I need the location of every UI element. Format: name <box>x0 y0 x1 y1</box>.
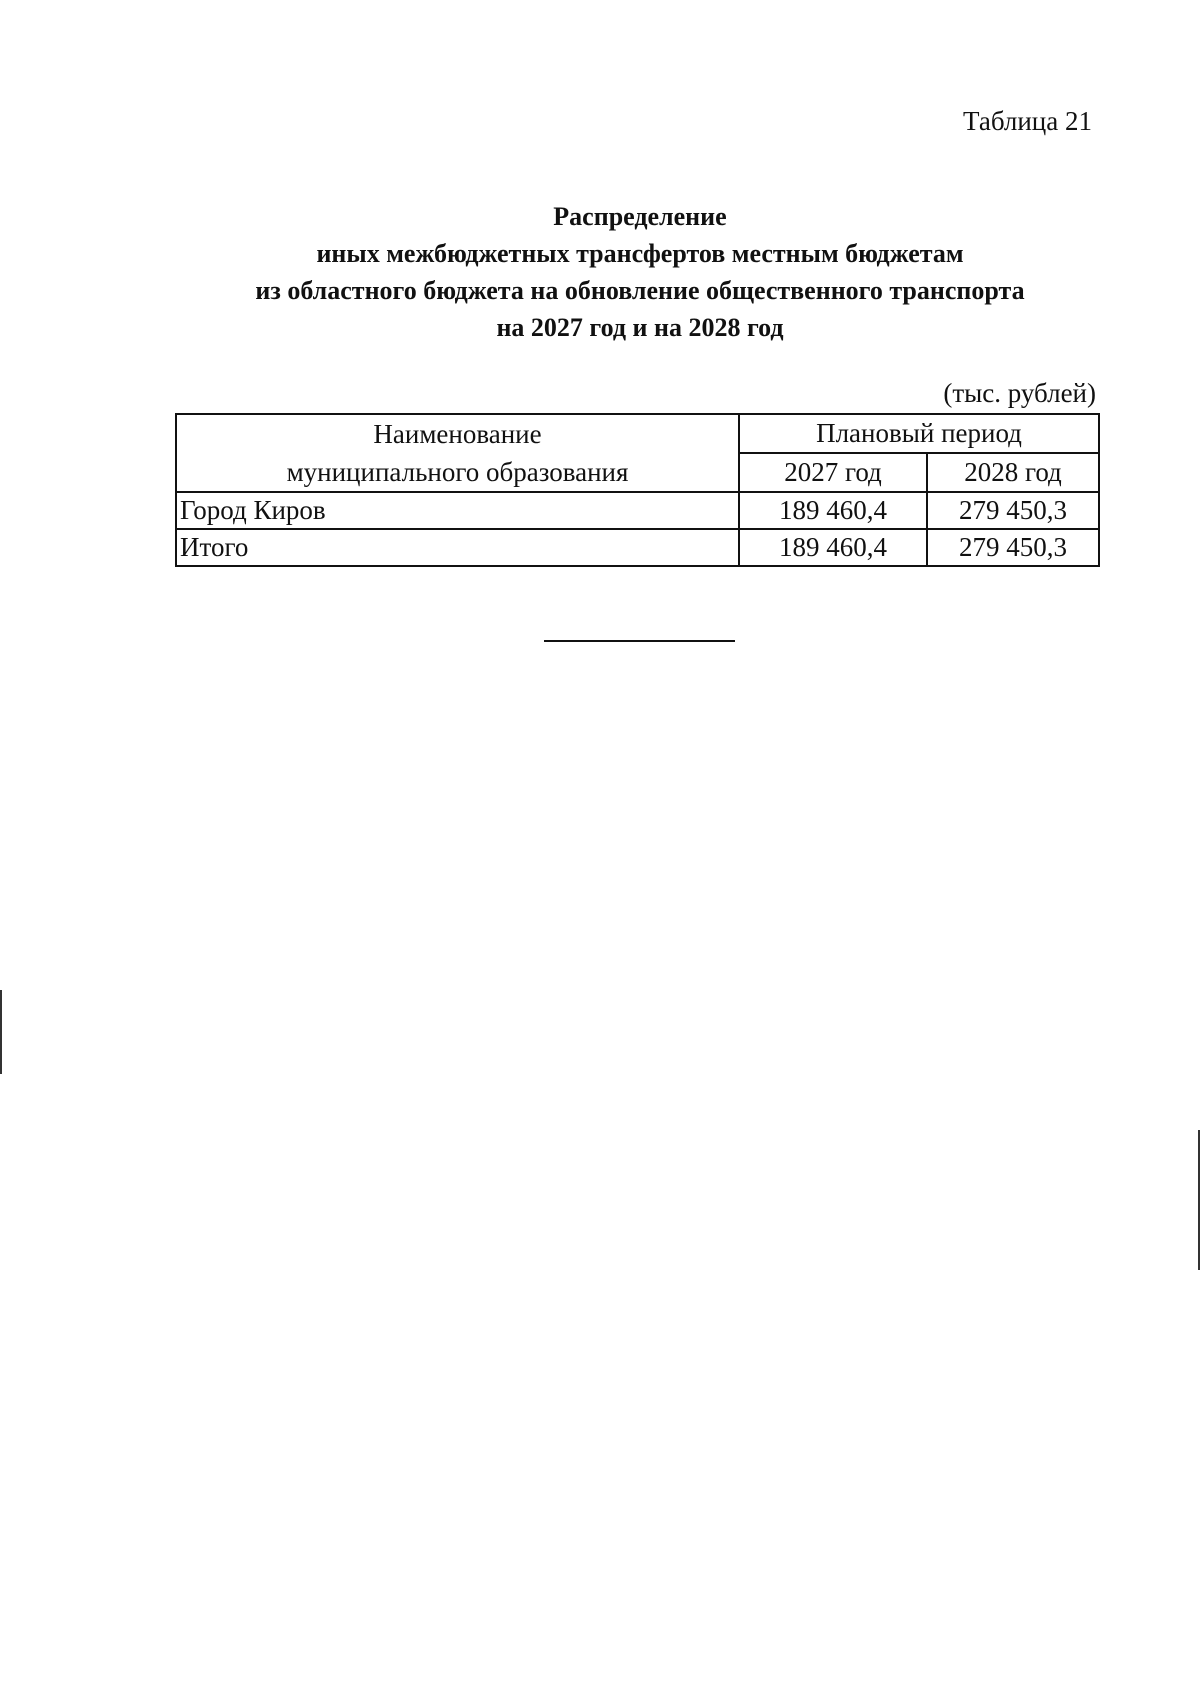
total-value-2028: 279 450,3 <box>927 529 1099 566</box>
title-line-4: на 2027 год и на 2028 год <box>496 313 784 342</box>
row-name: Город Киров <box>176 492 739 529</box>
units-label: (тыс. рублей) <box>943 378 1096 408</box>
row-value-2028: 279 450,3 <box>927 492 1099 529</box>
header-planning-period: Плановый период <box>739 414 1099 453</box>
header-name-line-1: Наименование <box>373 419 542 449</box>
row-value-2027: 189 460,4 <box>739 492 927 529</box>
scan-edge-mark-left <box>0 990 2 1074</box>
document-title <box>160 198 1120 346</box>
title-line-1: Распределение <box>553 202 727 231</box>
header-year-2027: 2027 год <box>739 453 927 492</box>
table-number: Таблица 21 <box>963 106 1092 136</box>
header-name-line-2: муниципального образования <box>286 457 629 487</box>
closing-rule <box>544 640 735 642</box>
total-row <box>176 529 1099 566</box>
header-municipality <box>176 414 739 492</box>
header-row-1 <box>176 414 1099 453</box>
total-value-2027: 189 460,4 <box>739 529 927 566</box>
header-year-2028: 2028 год <box>927 453 1099 492</box>
table-row <box>176 492 1099 529</box>
total-name: Итого <box>176 529 739 566</box>
title-line-2: иных межбюджетных трансфертов местным бюджетам <box>316 239 964 268</box>
budget-table <box>175 413 1100 567</box>
title-line-3: из областного бюджета на обновление общественного транспорта <box>255 276 1025 305</box>
